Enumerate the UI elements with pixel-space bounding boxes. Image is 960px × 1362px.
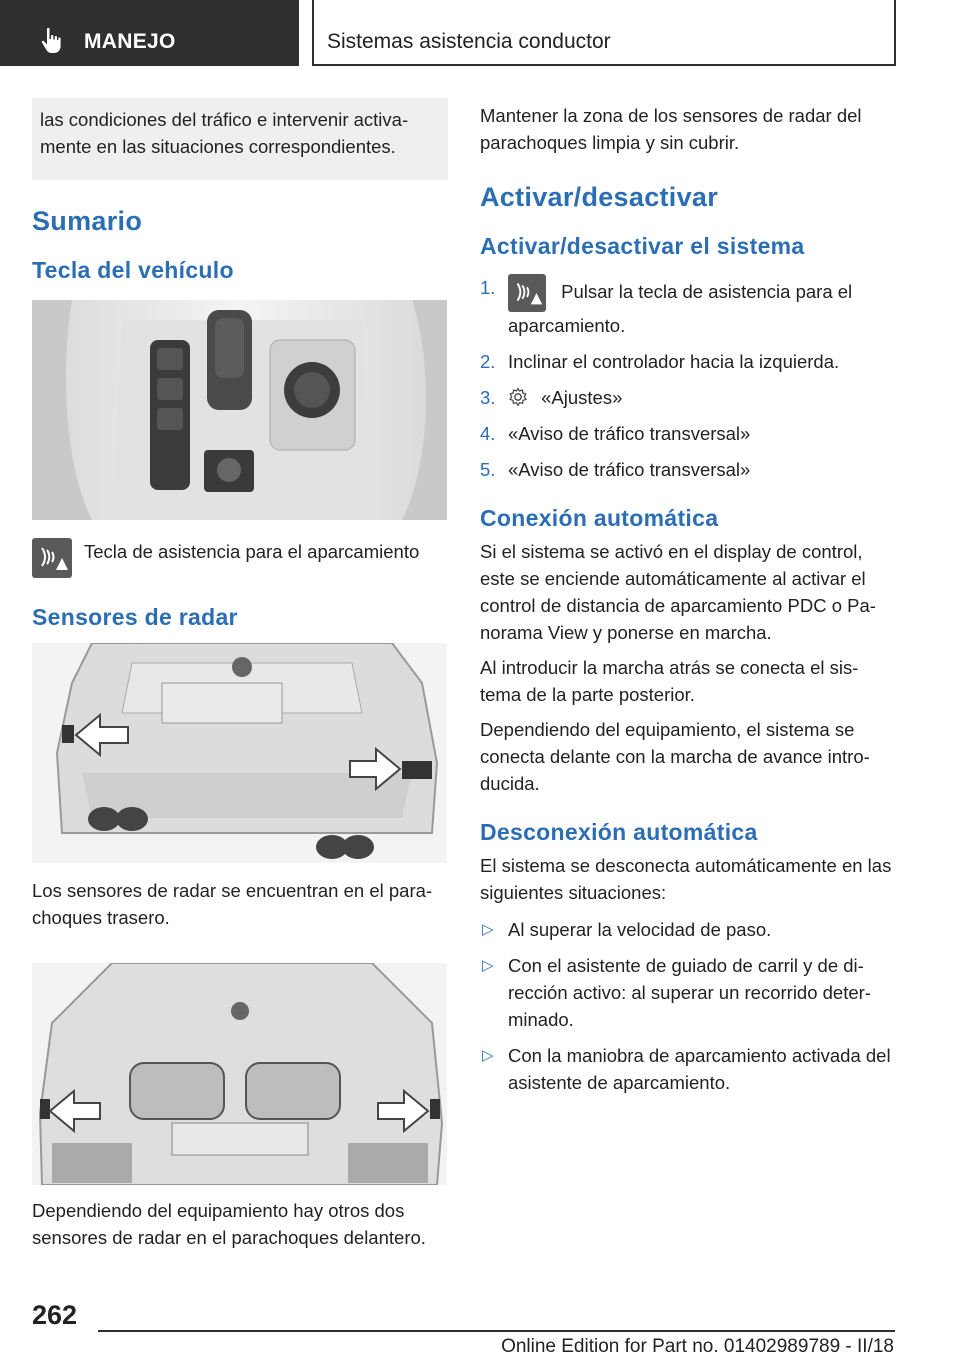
heading-desconexion: Desconexión automática	[480, 819, 758, 845]
right-column	[480, 98, 896, 1105]
desconexion-bullets	[480, 916, 896, 1096]
heading-tecla-vehiculo: Tecla del vehículo	[32, 257, 234, 283]
note-text: las condiciones del tráfico e intervenir activa-mente en las situaciones correspondientes.	[40, 109, 409, 157]
heading-sumario: Sumario	[32, 206, 143, 236]
parking-assist-key-icon	[32, 538, 72, 578]
step-text: «Ajustes»	[541, 387, 623, 408]
parking-assist-key-icon	[508, 274, 546, 312]
conexion-paragraph-3: Dependiendo del equipamiento, el sistema se conecta delante con la marcha de avance intro-ducida.	[480, 719, 870, 794]
bullet-text: Con el asistente de guiado de carril y de di-rección activo: al superar un recorrido deter-minado.	[508, 955, 871, 1030]
center-console-illustration	[32, 300, 447, 520]
step-text: «Aviso de tráfico transversal»	[508, 423, 751, 444]
footer-edition: Online Edition for Part no. 01402989789 - II/18	[501, 1336, 894, 1357]
header-title: Sistemas asistencia conductor	[327, 30, 611, 53]
hand-pointer-icon	[38, 26, 68, 54]
steps-list	[480, 274, 896, 483]
bullet-triangle-icon: ▷	[482, 921, 494, 938]
step-item	[480, 274, 896, 339]
heading-conexion: Conexión automática	[480, 505, 719, 531]
bullet-triangle-icon: ▷	[482, 1047, 494, 1064]
desconexion-intro: El sistema se desconecta automáticamente en las siguientes situaciones:	[480, 855, 892, 903]
left-column	[32, 98, 448, 1251]
header-title-box	[312, 0, 896, 66]
step-item	[480, 348, 896, 375]
tecla-caption: Tecla de asistencia para el aparcamiento	[84, 541, 420, 562]
header-section-tab	[0, 0, 299, 66]
step-item	[480, 420, 896, 447]
step-number: 2.	[480, 351, 496, 372]
step-text: Inclinar el controlador hacia la izquierda.	[508, 351, 840, 372]
heading-activar-sistema: Activar/desactivar el sistema	[480, 233, 805, 259]
step-item	[480, 384, 896, 411]
heading-sensores-radar: Sensores de radar	[32, 604, 238, 630]
step-text: «Aviso de tráfico transversal»	[508, 459, 751, 480]
gear-icon	[508, 387, 528, 407]
rear-bumper-illustration	[32, 643, 447, 863]
step-number: 5.	[480, 459, 496, 480]
step-text: Pulsar la tecla de asistencia para el aparcamiento.	[508, 280, 853, 336]
center-console-image	[32, 300, 447, 520]
bullet-text: Con la maniobra de aparcamiento activada del asistente de aparcamiento.	[508, 1045, 891, 1093]
intro-text: Mantener la zona de los sensores de radar del parachoques limpia y sin cubrir.	[480, 105, 862, 153]
step-number: 3.	[480, 387, 496, 408]
footer-divider	[98, 1330, 895, 1332]
step-number: 1.	[480, 277, 496, 298]
bullet-item	[480, 916, 896, 943]
tecla-caption-row	[32, 538, 448, 578]
rear-bumper-image	[32, 643, 447, 863]
bullet-item	[480, 1042, 896, 1096]
bullet-triangle-icon: ▷	[482, 957, 494, 974]
front-bumper-image	[32, 963, 447, 1185]
sensores-text: Los sensores de radar se encuentran en el para-choques trasero.	[32, 880, 433, 928]
conexion-paragraph-1: Si el sistema se activó en el display de control, este se enciende automáticamente al activar el control de distancia de aparcamiento PDC o Pa-norama View y ponerse en marcha.	[480, 541, 876, 643]
bullet-text: Al superar la velocidad de paso.	[508, 919, 772, 940]
heading-activar: Activar/desactivar	[480, 182, 719, 212]
step-item	[480, 456, 896, 483]
step-number: 4.	[480, 423, 496, 444]
header-section-label: MANEJO	[84, 30, 176, 53]
delantero-text: Dependiendo del equipamiento hay otros dos sensores de radar en el parachoques delantero.	[32, 1200, 426, 1248]
conexion-paragraph-2: Al introducir la marcha atrás se conecta el sis-tema de la parte posterior.	[480, 657, 859, 705]
note-box	[32, 98, 448, 180]
front-bumper-illustration	[32, 963, 447, 1185]
bullet-item	[480, 952, 896, 1033]
page-number: 262	[32, 1300, 78, 1330]
